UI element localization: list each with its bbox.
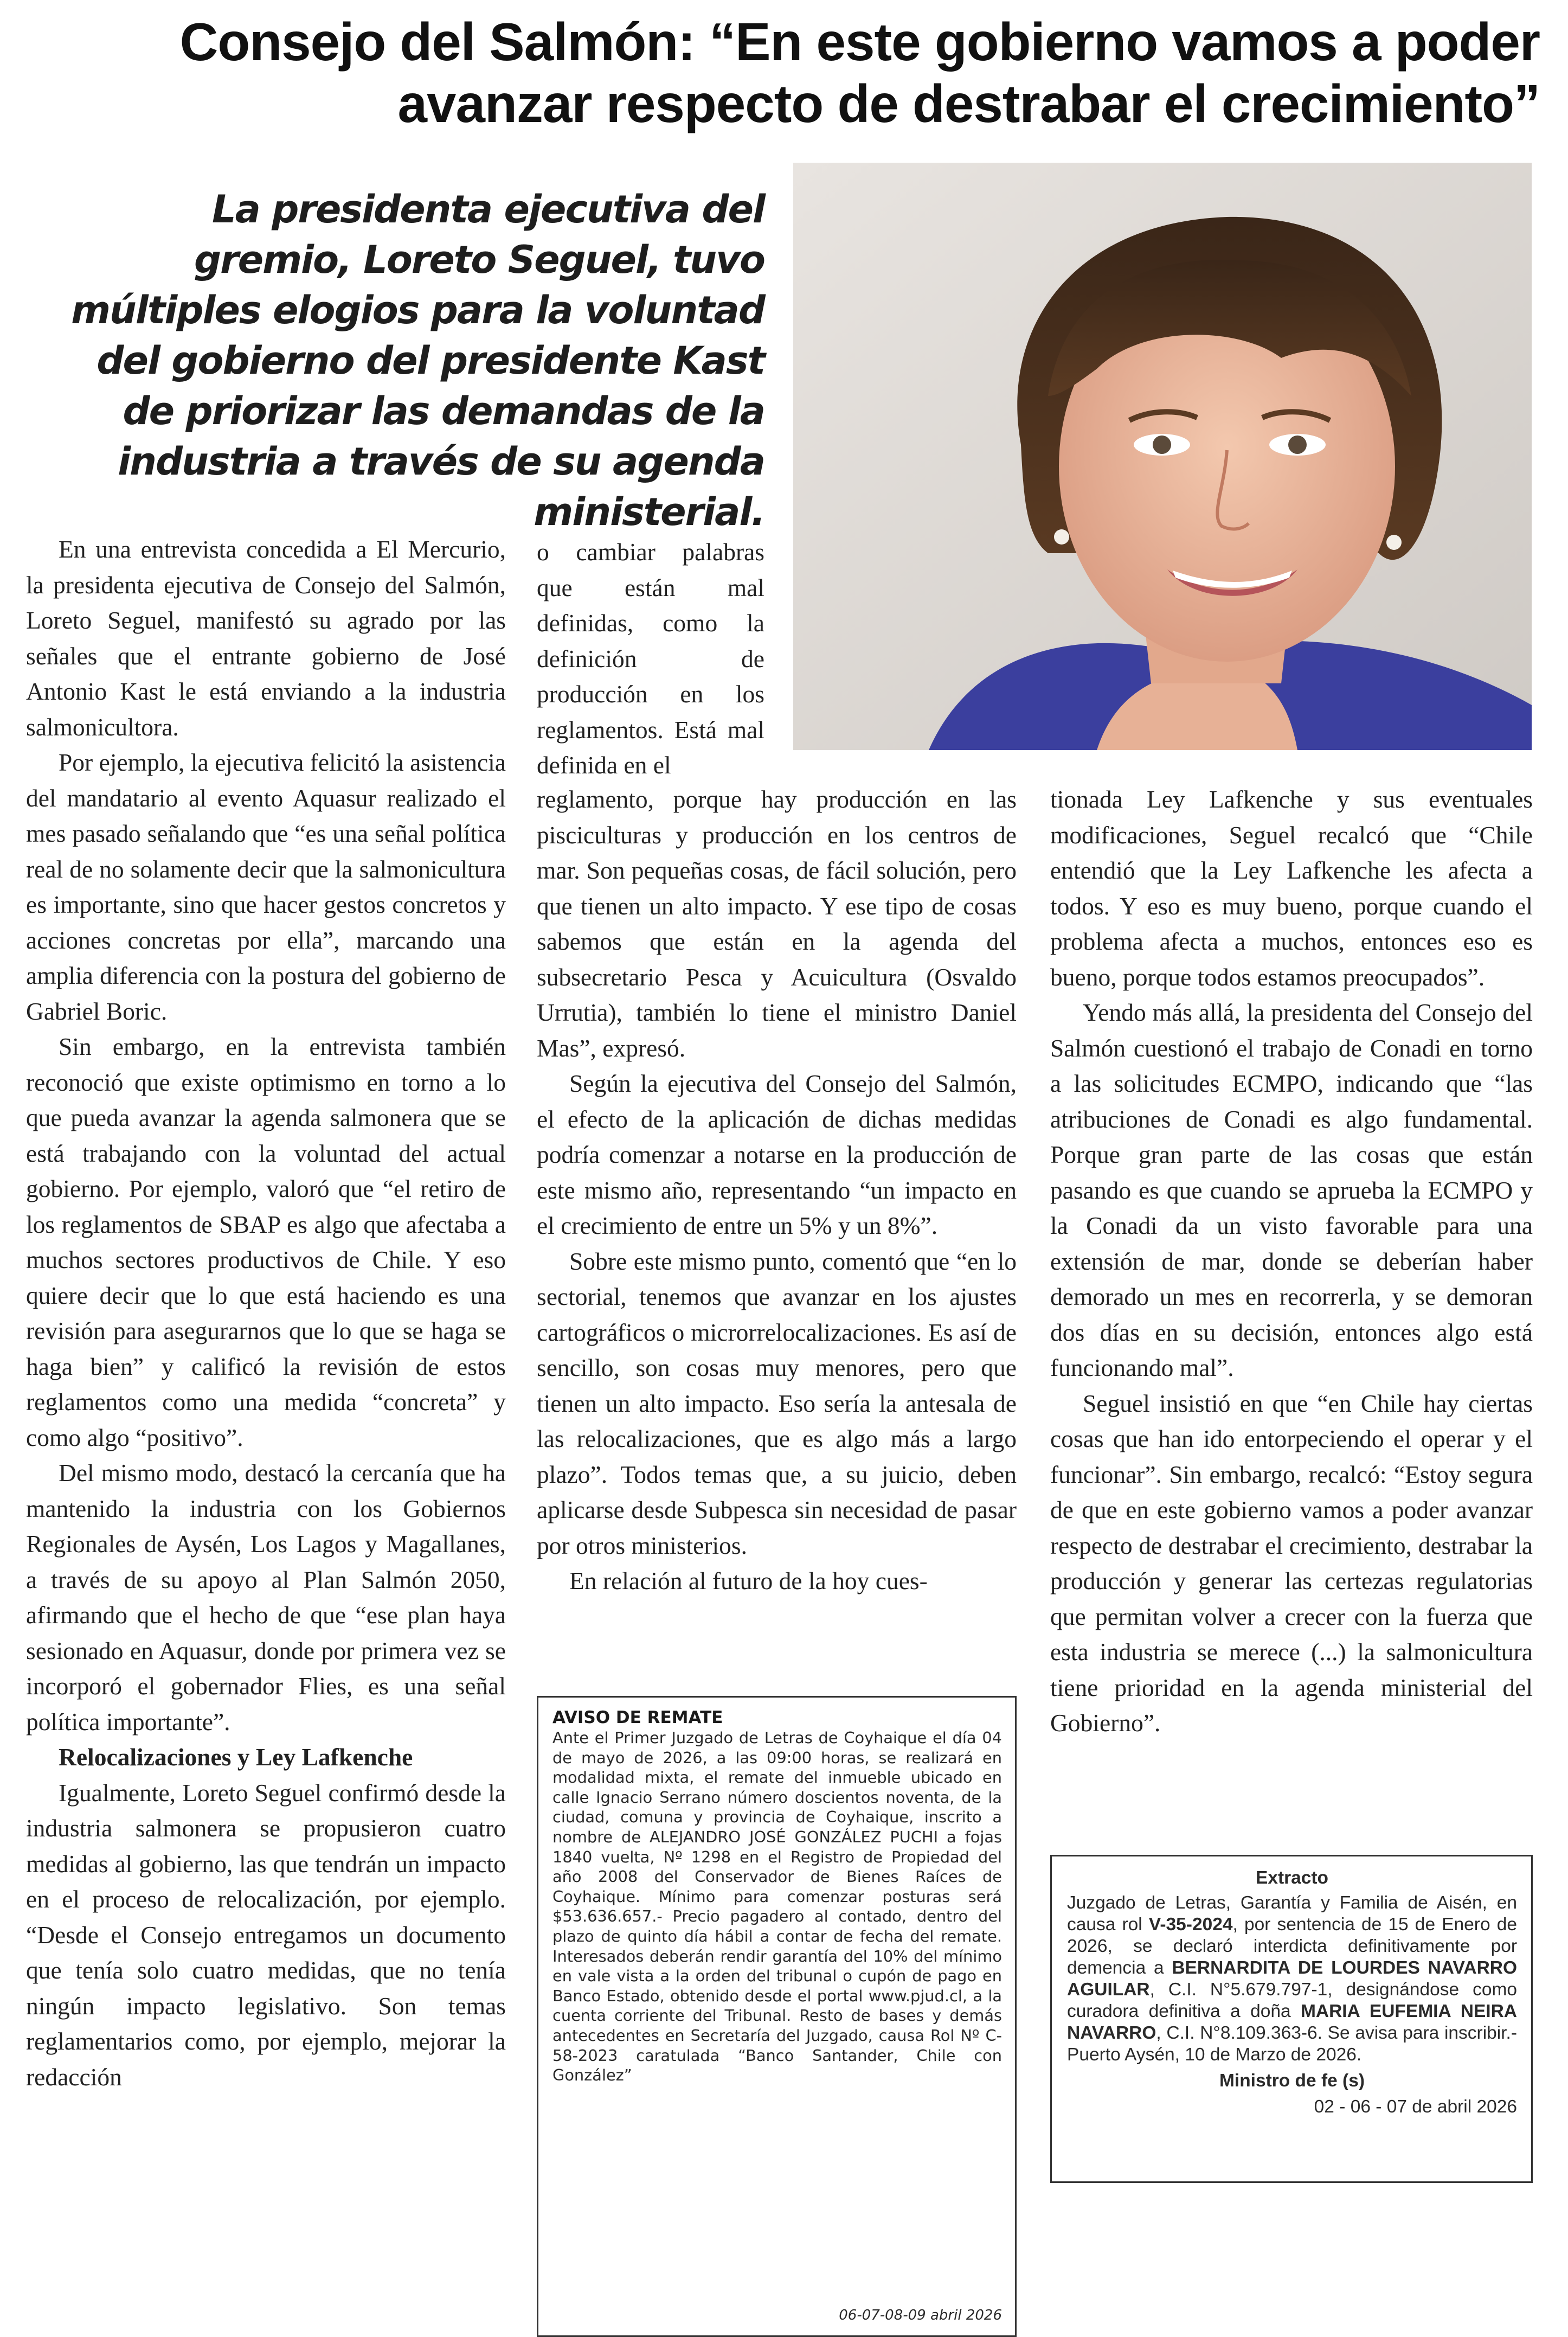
extracto-interdicta: BERNARDITA DE LOURDES NAVARRO AGUILAR <box>1067 1958 1518 2000</box>
headline <box>33 11 1540 135</box>
extracto-text: , por sentencia de 15 de Enero de 2026, se declaró interdicta definitivamente por demencia a <box>1067 1915 1517 1978</box>
paragraph: Por ejemplo, la ejecutiva felicitó la asistencia del mandatario al evento Aquasur realizado el mes pasado señalando que “es una señal política real de no solamente decir que la salmonicultura es importante, sino que hacer gestos concretos y acciones concretas por ella”, marcando una amplia diferencia con la postura del gobierno de Gabriel Boric. <box>26 748 506 1025</box>
notice-body: Ante el Primer Juzgado de Letras de Coyhaique el día 04 de mayo de 2026, a las 09:00 horas, se realizará en modalidad mixta, el remate del inmueble ubicado en calle Ignacio Serrano número doscientos noventa, de la ciudad, comuna y provincia de Coyhaique, inscrito a nombre de ALEJANDRO JOSÉ GONZÁLEZ PUCHI a fojas 1840 vuelta, Nº 1298 en el Registro de Propiedad del año 2008 del Conservador de Bienes Raíces de Coyhaique. Mínimo para comenzar posturas será $53.636.657.- Precio pagadero al contado, dentro del plazo de quinto día hábil a contar de fecha del remate. Interesados deberán rendir garantía del 10% del mínimo en vale vista a la orden del tribunal o cupón de pago en Banco Estado, obtenido desde el portal www.pjud.cl, a la cuenta corriente del Tribunal. Resto de bases y demás antecedentes en Secretaría del Juzgado, causa Rol Nº C-58-2023 caratulada “Banco Santander, Chile con González” <box>552 1728 1002 2085</box>
extracto-text: Juzgado de Letras, Garantía y Familia de Aisén, en causa rol <box>1067 1893 1517 1935</box>
paragraph: tionada Ley Lafkenche y sus eventuales modificaciones, Seguel recalcó que “Chile entendió que la Ley Lafkenche les afecta a todos. Y eso es muy bueno, porque cuando el problema afecta a muchos, entonces eso es bueno, porque todos estamos preocupados”. <box>1050 785 1533 991</box>
section-subhead: Relocalizaciones y Ley Lafkenche <box>59 1743 413 1771</box>
deck-subtitle: La presidenta ejecutiva del gremio, Loreto Seguel, tuvo múltiples elogios para la voluntad del gobierno del presidente Kast de priorizar las demandas de la industria a través de su agenda ministerial. <box>71 187 764 534</box>
paragraph: Según la ejecutiva del Consejo del Salmón, el efecto de la aplicación de dichas medidas podría comenzar a notarse en la producción de este mismo año, representando “un impacto en el crecimiento de entre un 5% y un 8%”. <box>537 1070 1017 1239</box>
paragraph: Del mismo modo, destacó la cercanía que ha mantenido la industria con los Gobiernos Regionales de Aysén, Los Lagos y Magallanes, a través de su apoyo al Plan Salmón 2050, afirmando que el hecho de que “ese plan haya sesionado en Aquasur, donde por primera vez se incorporó el gobernador Flies, es una señal política importante”. <box>26 1459 506 1736</box>
extracto-curadora: MARIA EUFEMIA NEIRA NAVARRO <box>1067 2001 1517 2043</box>
article-column-2 <box>537 782 1017 1599</box>
article-column-1 <box>26 532 506 2095</box>
extracto-dates: 02 - 06 - 07 de abril 2026 <box>1314 2097 1517 2117</box>
notice-extracto <box>1050 1855 1533 2183</box>
headline-lead: Consejo del Salmón: <box>179 12 695 72</box>
paragraph: Sin embargo, en la entrevista también reconoció que existe optimismo en torno a lo que pueda avanzar la agenda salmonera que se está trabajando con la voluntad del actual gobierno. Por ejemplo, valoró que “el retiro de los reglamentos de SBAP es algo que afectaba a muchos sectores productivos de Chile. Y eso quiere decir que lo que está haciendo es una revisión para asegurarnos que lo que se haga se haga bien” y calificó la revisión de estos reglamentos como una medida “concreta” y como algo “positivo”. <box>26 1033 506 1451</box>
extracto-title: Extracto <box>1255 1868 1329 1888</box>
extracto-rol: V-35-2024 <box>1148 1915 1233 1935</box>
paragraph: En relación al futuro de la hoy cues- <box>569 1567 928 1595</box>
article-column-3 <box>1050 782 1533 1741</box>
headline-quote: “En este gobierno vamos a poder avanzar respecto de destrabar el crecimiento” <box>397 12 1540 133</box>
extracto-ministro: Ministro de fe (s) <box>1219 2071 1365 2091</box>
extracto-text: , C.I. N°8.109.363-6. Se avisa para inscribir.- Puerto Aysén, 10 de Marzo de 2026. <box>1067 2023 1517 2065</box>
paragraph: o cambiar palabras que están mal definidas, como la definición de producción en los reglamentos. Está mal definida en el <box>537 538 764 779</box>
paragraph: Seguel insistió en que “en Chile hay ciertas cosas que han ido entorpeciendo el operar y el funcionar”. Sin embargo, recalcó: “Estoy segura de que en este gobierno vamos a poder avanzar respecto de destrabar el crecimiento, destrabar la producción y generar las certezas regulatorias que permitan volver a crecer con la fuerza que esta industria se merece (...) la salmonicultura tiene prioridad en la agenda ministerial del Gobierno”. <box>1050 1389 1533 1737</box>
paragraph: Sobre este mismo punto, comentó que “en lo sectorial, tenemos que avanzar en los ajustes cartográficos o microrrelocalizaciones. Es así de sencillo, son cosas muy menores, pero que tienen un alto impacto. Eso sería la antesala de las relocalizaciones, que es algo más a largo plazo”. Todos temas que, a su juicio, deben aplicarse desde Subpesca sin necesidad de pasar por otros ministerios. <box>537 1247 1017 1559</box>
portrait-photo <box>793 163 1532 750</box>
notice-dates: 06-07-08-09 abril 2026 <box>839 2307 1002 2324</box>
notice-title: AVISO DE REMATE <box>552 1708 723 1727</box>
paragraph: reglamento, porque hay producción en las pisciculturas y producción en los centros de mar. Son pequeñas cosas, de fácil solución, pero que tienen un alto impacto. Y ese tipo de cosas sabemos que están en la agenda del subsecretario Pesca y Acuicultura (Osvaldo Urrutia), también lo tiene el ministro Daniel Mas”, expresó. <box>537 785 1017 1062</box>
portrait-illustration <box>793 163 1532 750</box>
extracto-text: , C.I. N°5.679.797-1, designándose como curadora definitiva a doña <box>1067 1980 1517 2021</box>
paragraph: Yendo más allá, la presidenta del Consejo del Salmón cuestionó el trabajo de Conadi en torno a las solicitudes ECMPO, indicando que “las atribuciones de Conadi es algo fundamental. Porque gran parte de las cosas que están pasando es que cuando se aprueba la ECMPO y la Conadi da un visto favorable para una extensión de mar, donde se deberían haber demorado un mes en recorrerla, y se demoran dos días en su decisión, entonces algo está funcionando mal”. <box>1050 998 1533 1381</box>
paragraph: Igualmente, Loreto Seguel confirmó desde la industria salmonera se propusieron cuatro medidas al gobierno, las que tendrán un impacto en el proceso de relocalización, por ejemplo. “Desde el Consejo entregamos un documento que tenía solo cuatro medidas, que no tenía ningún impacto legislativo. Son temas reglamentarios como, por ejemplo, mejorar la redacción <box>26 1778 506 2091</box>
notice-remate <box>537 1696 1017 2337</box>
extracto-body <box>1067 1892 1517 2066</box>
article-column-2-top <box>537 534 764 783</box>
paragraph: En una entrevista concedida a El Mercurio, la presidenta ejecutiva de Consejo del Salmón, Loreto Seguel, manifestó su agrado por las señales que el entrante gobierno de José Antonio Kast le está enviando a la industria salmonicultora. <box>26 535 506 741</box>
